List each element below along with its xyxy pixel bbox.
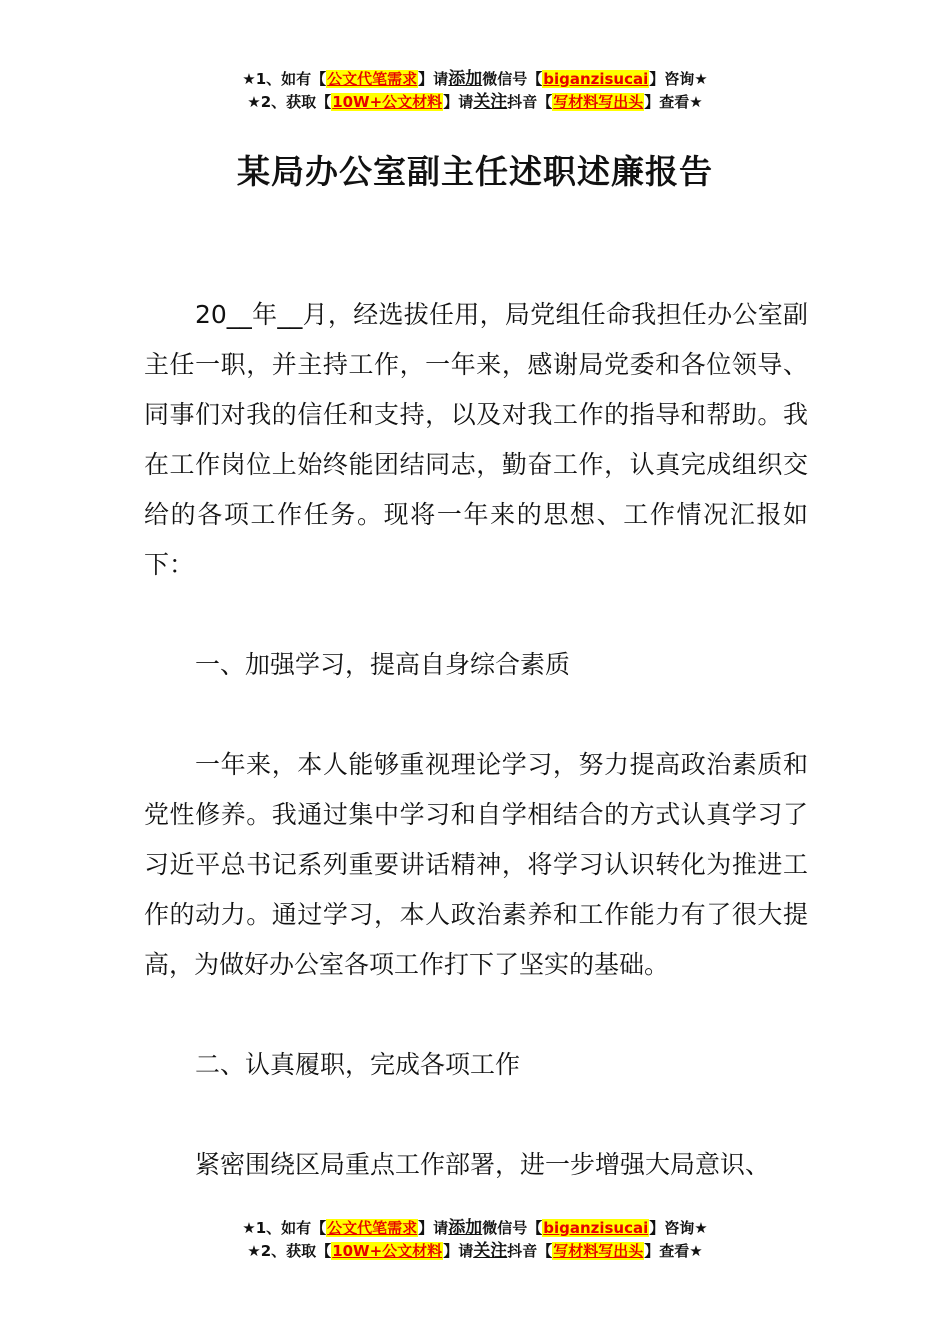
banner-highlight: 10W+公文材料 <box>332 93 443 111</box>
paragraph-study: 一年来，本人能够重视理论学习，努力提高政治素质和党性修养。我通过集中学习和自学相结合的方式认真学习了习近平总书记系列重要讲话精神，将学习认识转化为推进工作的动力。通过学习，本人政治素养和工作能力有了很大提高，为做好办公室各项工作打下了坚实的基础。 <box>144 750 808 979</box>
paragraph-duties: 紧密围绕区局重点工作部署，进一步增强大局意识、 <box>195 1150 771 1179</box>
banner-underlined: 添加 <box>448 1218 483 1238</box>
banner-underlined: 关注 <box>473 1241 508 1261</box>
banner-line-2 <box>0 1240 950 1263</box>
section-heading-1: 一、加强学习，提高自身综合素质 <box>195 650 571 679</box>
banner-highlight: 10W+公文材料 <box>332 1242 443 1260</box>
banner-text: ★2、获取【 <box>247 1242 332 1260</box>
banner-text: 】查看★ <box>644 1242 703 1260</box>
banner-text: ★1、如有【 <box>242 1219 327 1237</box>
document-title: 某局办公室副主任述职述廉报告 <box>237 152 713 191</box>
banner-text: ★2、获取【 <box>247 93 332 111</box>
banner-text: 】咨询★ <box>649 1219 708 1237</box>
banner-text: 微信号【 <box>482 1219 543 1237</box>
banner-text: 】咨询★ <box>649 70 708 88</box>
footer-banner <box>0 1217 950 1263</box>
banner-text: ★1、如有【 <box>242 70 327 88</box>
banner-text: 】请 <box>418 70 449 88</box>
banner-highlight: 写材料写出头 <box>553 1242 644 1260</box>
banner-highlight: 写材料写出头 <box>553 93 644 111</box>
banner-line-1 <box>0 68 950 91</box>
section-heading-2: 二、认真履职，完成各项工作 <box>195 1050 521 1079</box>
banner-line-2 <box>0 91 950 114</box>
banner-highlight: 公文代笔需求 <box>327 1219 418 1237</box>
banner-text: 】请 <box>443 93 474 111</box>
banner-text: 微信号【 <box>482 70 543 88</box>
banner-highlight: biganzisucai <box>543 1219 649 1237</box>
banner-line-1 <box>0 1217 950 1240</box>
banner-underlined: 添加 <box>448 69 483 89</box>
banner-underlined: 关注 <box>473 92 508 112</box>
banner-text: 抖音【 <box>507 1242 553 1260</box>
banner-text: 】请 <box>418 1219 449 1237</box>
header-banner <box>0 68 950 114</box>
banner-text: 】请 <box>443 1242 474 1260</box>
document-body <box>144 290 808 1190</box>
banner-text: 】查看★ <box>644 93 703 111</box>
banner-highlight: 公文代笔需求 <box>327 70 418 88</box>
banner-highlight: biganzisucai <box>543 70 649 88</box>
paragraph-intro: 20__年__月，经选拔任用，局党组任命我担任办公室副主任一职，并主持工作，一年来，感谢局党委和各位领导、同事们对我的信任和支持，以及对我工作的指导和帮助。我在工作岗位上始终能团结同志，勤奋工作，认真完成组织交给的各项工作任务。现将一年来的思想、工作情况汇报如下： <box>144 300 808 579</box>
banner-text: 抖音【 <box>507 93 553 111</box>
